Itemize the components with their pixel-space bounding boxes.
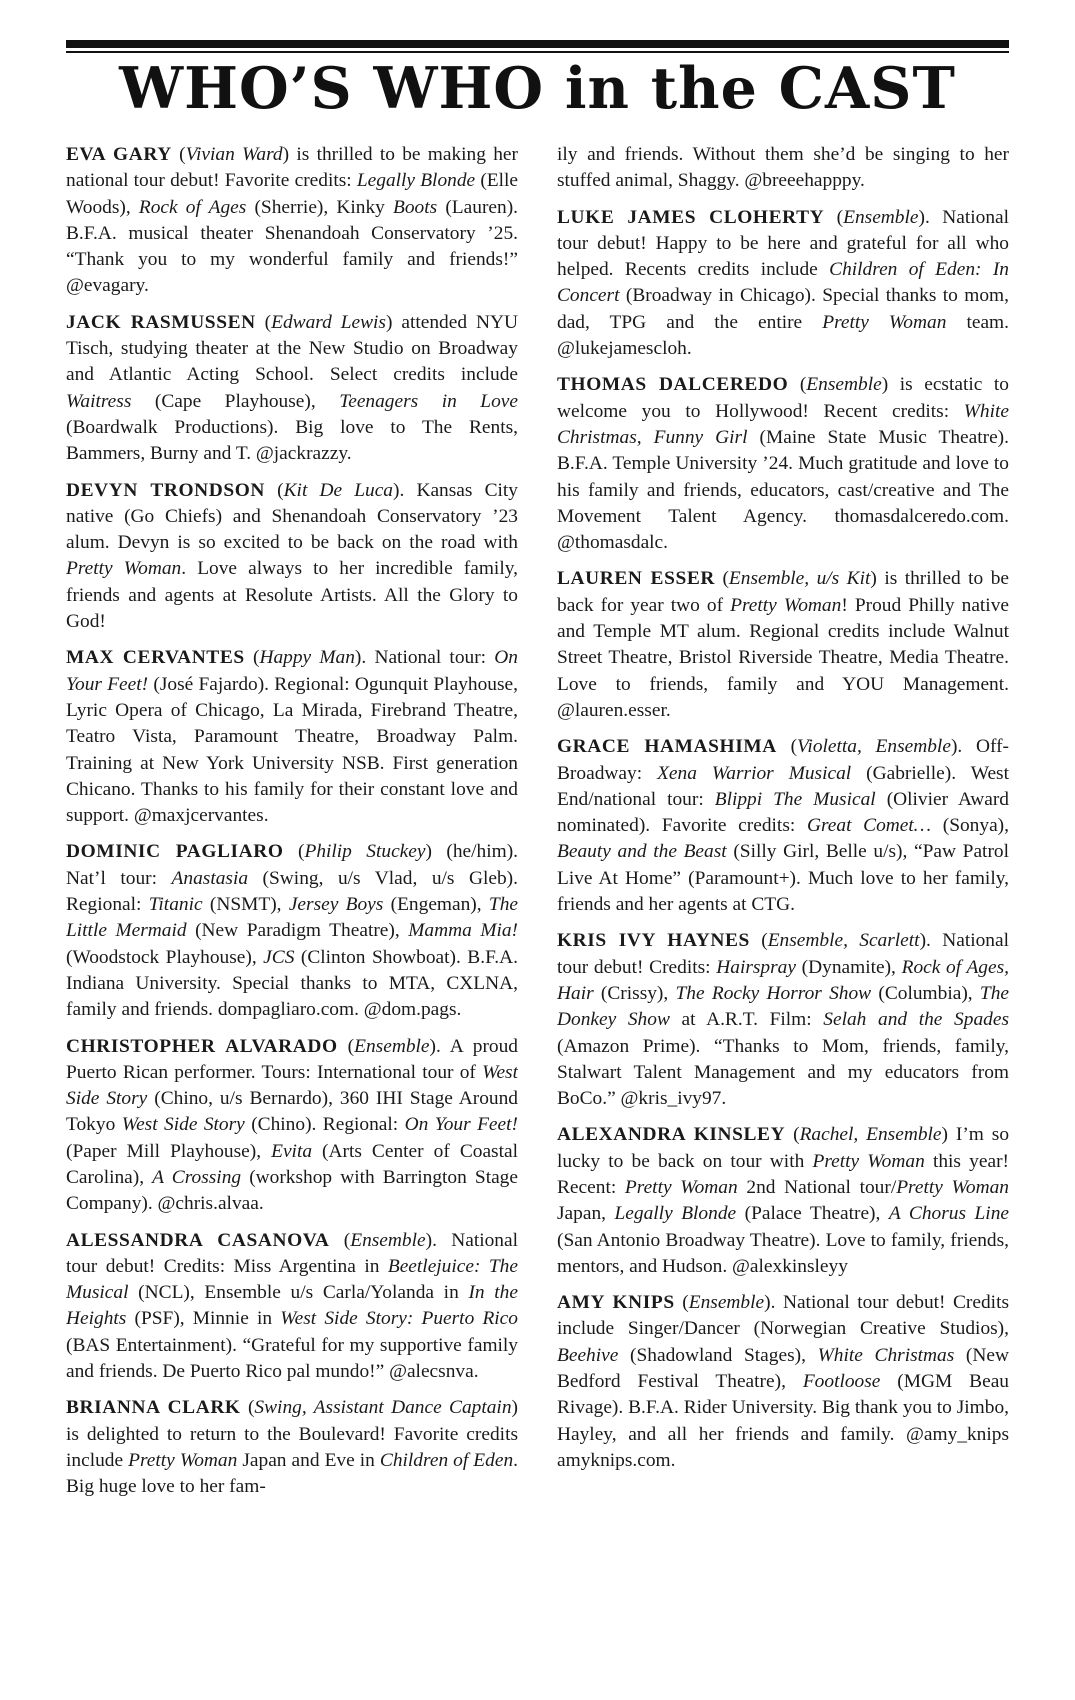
left-column [66, 142, 518, 1672]
bio-text: (Columbia), [871, 982, 980, 1004]
credit-title: Children of Eden: In Concert [557, 259, 1009, 307]
cast-member-role: Philip Stuckey [304, 841, 426, 863]
cast-member-name: LUKE JAMES CLOHERTY [557, 206, 825, 228]
bio-text: (Sherrie), Kinky [246, 196, 394, 218]
credit-title: On Your Feet! [66, 647, 518, 695]
cast-member-role: Happy Man [259, 647, 355, 669]
bio-text: . National tour debut! Credits include Singer/Dancer (Norwegian Creative Studios), [557, 1292, 1009, 1340]
bio-text: (New Paradigm Theatre), [186, 920, 409, 942]
credit-title: Anastasia [171, 867, 249, 889]
credit-title: White Christmas [817, 1344, 955, 1366]
cast-member-name: AMY KNIPS [557, 1292, 675, 1314]
bio-text: (Silly Girl, Belle u/s), “Paw Patrol Live At Home” (Paramount+). Much love to her family, friends and her agents at CTG. [557, 841, 1009, 916]
cast-member-name: BRIANNA CLARK [66, 1397, 241, 1419]
bio-text: at A.R.T. Film: [669, 1009, 824, 1031]
credit-title: Rock of Ages [138, 196, 247, 218]
cast-bio: JACK RASMUSSEN (Edward Lewis) attended NYU Tisch, studying theater at the New Studio on Broadway and Atlantic Acting School. Select credits include Waitress (Cape Playhouse), Teenagers in Love (Boardwalk Productions). Big love to The Rents, Bammers, Burny and T. @jackrazzy. [66, 311, 518, 465]
credit-title: Beehive [557, 1344, 619, 1366]
credit-title: JCS [263, 946, 295, 968]
cast-member-name: ALEXANDRA KINSLEY [557, 1124, 786, 1146]
cast-member-role: Ensemble, u/s Kit [728, 568, 871, 590]
credit-title: Blippi The Musical [714, 788, 876, 810]
credit-title: Pretty Woman [128, 1449, 238, 1471]
cast-member-role: Violetta, Ensemble [797, 736, 951, 758]
cast-member-role: Ensemble [843, 206, 919, 228]
cast-bio [557, 142, 1009, 195]
cast-member-name: DOMINIC PAGLIARO [66, 841, 284, 863]
right-column [557, 142, 1009, 1672]
bio-text: (PSF), Minnie in [126, 1308, 281, 1330]
header-rule-thick [66, 40, 1009, 48]
bio-text: (Broadway in Chicago). Special thanks to mom, dad, TPG and the entire [557, 285, 1009, 333]
credit-title: Rock of Ages, Hair [557, 956, 1009, 1004]
credit-title: Legally Blonde [614, 1203, 737, 1225]
cast-member-role: Ensemble [350, 1229, 426, 1251]
bio-text: (José Fajardo). Regional: Ogunquit Playhouse, Lyric Opera of Chicago, La Mirada, Firebrand Theatre, Teatro Vista, Paramount Theatre, Broadway Palm. Training at New York University NSB. First generation Chicano. Thanks to his family for their constant love and support. @maxjcervantes. [66, 673, 518, 827]
credit-title: The Little Mermaid [66, 894, 518, 942]
bio-text: . Off-Broadway: [557, 736, 1009, 784]
bio-text: (Swing, u/s Vlad, u/s Gleb). Regional: [66, 867, 518, 916]
bio-text: (Lauren). B.F.A. musical theater Shenandoah Conservatory ’25. “Thank you to my wonderful family and friends!” @evagary. [66, 196, 518, 297]
credit-title: In the Heights [66, 1282, 518, 1330]
cast-member-name: ALESSANDRA CASANOVA [66, 1229, 330, 1251]
credit-title: The Rocky Horror Show [675, 982, 872, 1004]
credit-title: Waitress [66, 390, 132, 412]
cast-bio: ALEXANDRA KINSLEY (Rachel, Ensemble) I’m so lucky to be back on tour with Pretty Woman this year! Recent: Pretty Woman 2nd National tour/Pretty Woman Japan, Legally Blonde (Palace Theatre), A Chorus Line (San Antonio Broadway Theatre). Love to family, friends, mentors, and Hudson. @alexkinsleyy [557, 1124, 1009, 1277]
credit-title: West Side Story [66, 1061, 518, 1110]
bio-text: (Chino). Regional: [244, 1114, 405, 1136]
bio-text: (workshop with Barrington Stage Company). @chris.alvaa. [66, 1166, 518, 1215]
credit-title: Evita [271, 1140, 313, 1162]
bio-text: is delighted to return to the Boulevard! Favorite credits include [66, 1423, 518, 1471]
bio-text: (Clinton Showboat). B.F.A. Indiana University. Special thanks to MTA, CXLNA, family and friends. dompagliaro.com. @dom.pags. [66, 946, 518, 1021]
credit-title: Pretty Woman [66, 558, 182, 580]
credit-title: Footloose [802, 1371, 881, 1393]
credit-title: A Crossing [152, 1166, 242, 1188]
bio-text: (BAS Entertainment). “Grateful for my supportive family and friends. De Puerto Rico pal mundo!” @alecsnva. [66, 1334, 518, 1383]
credit-title: Selah and the Spades [823, 1009, 1009, 1031]
credit-title: Children of Eden [379, 1449, 514, 1471]
credit-title: White Christmas, Funny Girl [557, 400, 1009, 448]
bio-text: (Elle Woods), [66, 170, 518, 218]
bio-text: (Sonya), [931, 815, 1009, 837]
bio-text: . Love always to her incredible family, friends and agents at Resolute Artists. All the Glory to God! [66, 558, 518, 633]
bio-text: (Woodstock Playhouse), [66, 946, 264, 968]
cast-bio: THOMAS DALCEREDO (Ensemble) is ecstatic to welcome you to Hollywood! Recent credits: White Christmas, Funny Girl (Maine State Music Theatre). B.F.A. Temple University ’24. Much gratitude and love to his family and friends, educators, cast/creative and The Movement Talent Agency. thomasdalceredo.com. @thomasdalc. [557, 374, 1009, 554]
bio-text: (Dynamite), [795, 956, 902, 978]
credit-title: Hairspray [716, 956, 796, 978]
bio-columns [66, 142, 1009, 1672]
cast-member-name: DEVYN TRONDSON [66, 479, 266, 501]
bio-text: (Boardwalk Productions). Big love to The Rents, Bammers, Burny and T. @jackrazzy. [66, 416, 518, 465]
credit-title: Pretty Woman [730, 594, 842, 616]
credit-title: Xena Warrior Musical [657, 762, 852, 784]
cast-bio: KRIS IVY HAYNES (Ensemble, Scarlett). National tour debut! Credits: Hairspray (Dynamite), Rock of Ages, Hair (Crissy), The Rocky Horror Show (Columbia), The Donkey Show at A.R.T. Film: Selah and the Spades (Amazon Prime). “Thanks to Mom, friends, family, Stalwart Talent Management and my educators from BoCo.” @kris_ivy97. [557, 930, 1009, 1110]
cast-bio: GRACE HAMASHIMA (Violetta, Ensemble). Off-Broadway: Xena Warrior Musical (Gabrielle). West End/national tour: Blippi The Musical (Olivier Award nominated). Favorite credits: Great Comet… (Sonya), Beauty and the Beast (Silly Girl, Belle u/s), “Paw Patrol Live At Home” (Paramount+). Much love to her family, friends and her agents at CTG. [557, 736, 1009, 916]
bio-text: ily and friends. Without them she’d be singing to her stuffed animal, Shaggy. @breeehapppy. [557, 144, 1009, 192]
bio-text: is thrilled to be back for year two of [557, 568, 1009, 616]
bio-text: (Crissy), [593, 982, 676, 1004]
cast-member-name: THOMAS DALCEREDO [557, 374, 789, 396]
cast-member-name: KRIS IVY HAYNES [557, 930, 750, 952]
cast-member-name: CHRISTOPHER ALVARADO [66, 1035, 338, 1057]
bio-text: (Cape Playhouse), [131, 390, 340, 412]
cast-member-name: MAX CERVANTES [66, 647, 245, 669]
credit-title: Pretty Woman [624, 1176, 738, 1198]
bio-text: attended NYU Tisch, studying theater at the New Studio on Broadway and Atlantic Acting School. Select credits include [66, 311, 518, 386]
bio-text: 2nd National tour/ [737, 1176, 897, 1198]
credit-title: Titanic [148, 894, 203, 916]
bio-text: is ecstatic to welcome you to Hollywood! Recent credits: [557, 374, 1009, 422]
credit-title: Legally Blonde [356, 170, 476, 192]
bio-text: (Maine State Music Theatre). B.F.A. Temple University ’24. Much gratitude and love to his family and friends, educators, cast/creative and The Movement Talent Agency. thomasdalceredo.com. @thomasdalc. [557, 426, 1009, 554]
bio-text: (NCL), Ensemble u/s Carla/Yolanda in [128, 1282, 469, 1304]
cast-member-name: GRACE HAMASHIMA [557, 736, 777, 758]
credit-title: Beauty and the Beast [557, 841, 727, 863]
bio-text: ! Proud Philly native and Temple MT alum. Regional credits include Walnut Street Theatre, Bristol Riverside Theatre, Media Theatre. Love to friends, family and YOU Management. @lauren.esser. [557, 594, 1009, 721]
cast-member-role: Ensemble, Scarlett [767, 930, 920, 952]
cast-member-role: Rachel, Ensemble [799, 1124, 942, 1146]
credit-title: Pretty Woman [896, 1176, 1009, 1198]
credit-title: Jersey Boys [288, 894, 384, 916]
cast-bio: EVA GARY (Vivian Ward) is thrilled to be making her national tour debut! Favorite credits: Legally Blonde (Elle Woods), Rock of Ages (Sherrie), Kinky Boots (Lauren). B.F.A. musical theater Shenandoah Conservatory ’25. “Thank you to my wonderful family and friends!” @evagary. [66, 144, 518, 297]
credit-title: Beetlejuice: The Musical [66, 1255, 518, 1304]
credit-title: Pretty Woman [822, 311, 947, 333]
credit-title: West Side Story [121, 1114, 245, 1136]
bio-text: . A proud Puerto Rican performer. Tours: International tour of [66, 1035, 518, 1083]
credit-title: Mamma Mia! [408, 920, 518, 942]
bio-text: . Kansas City native (Go Chiefs) and Shenandoah Conservatory ’23 alum. Devyn is so excited to be back on the road with [66, 479, 518, 554]
bio-text: is thrilled to be making her national tour debut! Favorite credits: [66, 144, 518, 192]
bio-text: . National tour debut! Credits: [557, 930, 1009, 978]
credit-title: Great Comet… [806, 815, 932, 837]
bio-text: (Chino, u/s Bernardo), 360 IHI Stage Around Tokyo [66, 1088, 518, 1136]
cast-member-role: Swing, Assistant Dance Captain [254, 1397, 512, 1419]
credit-title: Boots [393, 196, 438, 218]
bio-text: (Arts Center of Coastal Carolina), [66, 1140, 518, 1188]
bio-text: (New Bedford Festival Theatre), [557, 1344, 1009, 1393]
cast-bio: AMY KNIPS (Ensemble). National tour debut! Credits include Singer/Dancer (Norwegian Creative Studios), Beehive (Shadowland Stages), White Christmas (New Bedford Festival Theatre), Footloose (MGM Beau Rivage). B.F.A. Rider University. Big thank you to Jimbo, Hayley, and all her friends and family. @amy_knips amyknips.com. [557, 1292, 1009, 1471]
cast-bio: CHRISTOPHER ALVARADO (Ensemble). A proud Puerto Rican performer. Tours: International tour of West Side Story (Chino, u/s Bernardo), 360 IHI Stage Around Tokyo West Side Story (Chino). Regional: On Your Feet! (Paper Mill Playhouse), Evita (Arts Center of Coastal Carolina), A Crossing (workshop with Barrington Stage Company). @chris.alvaa. [66, 1035, 518, 1215]
bio-text: (NSMT), [202, 894, 289, 916]
cast-bio: LAUREN ESSER (Ensemble, u/s Kit) is thrilled to be back for year two of Pretty Woman! Proud Philly native and Temple MT alum. Regional credits include Walnut Street Theatre, Bristol Riverside Theatre, Media Theatre. Love to friends, family and YOU Management. @lauren.esser. [557, 568, 1009, 721]
cast-member-role: Kit De Luca [283, 479, 393, 501]
bio-text: team. @lukejamescloh. [557, 311, 1009, 360]
credit-title: Teenagers in Love [339, 390, 518, 412]
cast-member-name: LAUREN ESSER [557, 568, 715, 590]
bio-text: (he/him). Nat’l tour: [66, 841, 518, 889]
header-rule-thin [66, 51, 1009, 53]
credit-title: A Chorus Line [888, 1203, 1009, 1225]
cast-member-role: Ensemble [688, 1292, 765, 1314]
bio-text: (Engeman), [383, 894, 489, 916]
bio-text: Japan and Eve in [237, 1449, 380, 1471]
bio-text: . National tour debut! Happy to be here and grateful for all who helped. Recents credits include [557, 206, 1009, 281]
cast-bio: DOMINIC PAGLIARO (Philip Stuckey) (he/him). Nat’l tour: Anastasia (Swing, u/s Vlad, u/s Gleb). Regional: Titanic (NSMT), Jersey Boys (Engeman), The Little Mermaid (New Paradigm Theatre), Mamma Mia! (Woodstock Playhouse), JCS (Clinton Showboat). B.F.A. Indiana University. Special thanks to MTA, CXLNA, family and friends. dompagliaro.com. @dom.pags. [66, 841, 518, 1021]
credit-title: The Donkey Show [557, 982, 1009, 1031]
bio-text: (San Antonio Broadway Theatre). Love to family, friends, mentors, and Hudson. @alexkinsleyy [557, 1229, 1009, 1277]
bio-text: I’m so lucky to be back on tour with [557, 1124, 1009, 1172]
bio-text: . Big huge love to her fam- [66, 1449, 518, 1498]
bio-text: (Amazon Prime). “Thanks to Mom, friends, family, Stalwart Talent Management and my educators from BoCo.” @kris_ivy97. [557, 1035, 1009, 1110]
page-title: WHO’S WHO in the CAST [119, 55, 956, 122]
bio-text: (Olivier Award nominated). Favorite credits: [557, 788, 1009, 837]
bio-text: (MGM Beau Rivage). B.F.A. Rider University. Big thank you to Jimbo, Hayley, and all her friends and family. @amy_knips amyknips.com. [557, 1371, 1009, 1471]
cast-member-role: Ensemble [354, 1035, 430, 1057]
cast-bio: LUKE JAMES CLOHERTY (Ensemble). National tour debut! Happy to be here and grateful for all who helped. Recents credits include Children of Eden: In Concert (Broadway in Chicago). Special thanks to mom, dad, TPG and the entire Pretty Woman team. @lukejamescloh. [557, 206, 1009, 360]
bio-text: (Palace Theatre), [736, 1203, 889, 1225]
cast-member-role: Edward Lewis [271, 311, 386, 333]
bio-text: (Paper Mill Playhouse), [66, 1140, 272, 1162]
cast-bio: MAX CERVANTES (Happy Man). National tour: On Your Feet! (José Fajardo). Regional: Ogunquit Playhouse, Lyric Opera of Chicago, La Mirada, Firebrand Theatre, Teatro Vista, Paramount Theatre, Broadway Palm. Training at New York University NSB. First generation Chicano. Thanks to his family for their constant love and support. @maxjcervantes. [66, 647, 518, 827]
credit-title: On Your Feet! [404, 1114, 518, 1136]
bio-text: . National tour debut! Credits: Miss Argentina in [66, 1229, 518, 1277]
cast-member-name: JACK RASMUSSEN [66, 311, 256, 333]
bio-text: . National tour: [361, 647, 495, 669]
cast-bio: DEVYN TRONDSON (Kit De Luca). Kansas City native (Go Chiefs) and Shenandoah Conservatory ’23 alum. Devyn is so excited to be back on the road with Pretty Woman. Love always to her incredible family, friends and agents at Resolute Artists. All the Glory to God! [66, 479, 518, 633]
cast-bio: BRIANNA CLARK (Swing, Assistant Dance Captain) is delighted to return to the Boulevard! Favorite credits include Pretty Woman Japan and Eve in Children of Eden. Big huge love to her fam- [66, 1397, 518, 1498]
cast-member-role: Vivian Ward [185, 144, 283, 165]
credit-title: West Side Story: Puerto Rico [280, 1308, 518, 1330]
bio-text: (Gabrielle). West End/national tour: [557, 762, 1009, 810]
bio-text: Japan, [557, 1203, 615, 1225]
bio-text: this year! Recent: [557, 1150, 1009, 1198]
cast-member-name: EVA GARY [66, 144, 172, 165]
bio-text: (Shadowland Stages), [618, 1344, 818, 1366]
credit-title: Pretty Woman [812, 1150, 925, 1172]
cast-member-role: Ensemble [806, 374, 882, 396]
cast-bio: ALESSANDRA CASANOVA (Ensemble). National tour debut! Credits: Miss Argentina in Beetlejuice: The Musical (NCL), Ensemble u/s Carla/Yolanda in In the Heights (PSF), Minnie in West Side Story: Puerto Rico (BAS Entertainment). “Grateful for my supportive family and friends. De Puerto Rico pal mundo!” @alecsnva. [66, 1229, 518, 1383]
